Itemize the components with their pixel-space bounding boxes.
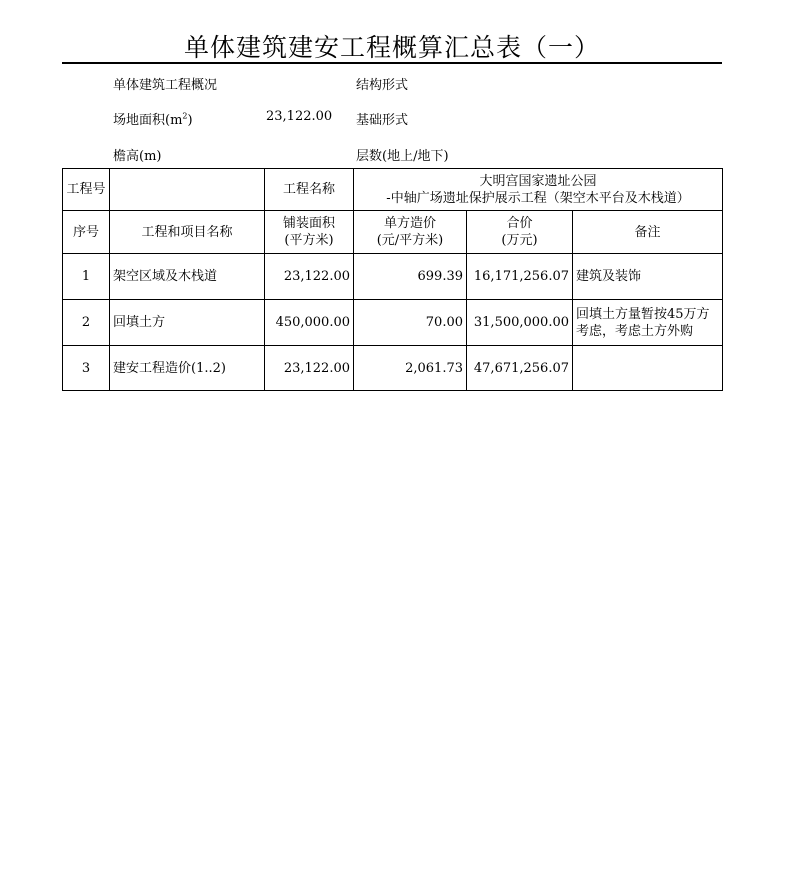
title-underline bbox=[62, 62, 722, 64]
header-seq: 序号 bbox=[63, 211, 110, 254]
table-row bbox=[63, 254, 723, 300]
header-area-line1: 铺装面积 bbox=[282, 216, 335, 231]
header-unit-cost-line1: 单方造价 bbox=[383, 216, 436, 231]
row-unit-cost: 2,061.73 bbox=[354, 346, 467, 391]
row-remark-line1: 回填土方量暂按45万方 bbox=[576, 306, 710, 322]
row-area: 23,122.00 bbox=[265, 346, 354, 391]
project-info-row bbox=[63, 169, 723, 211]
header-total-line1: 合价 bbox=[506, 216, 533, 231]
row-remark bbox=[573, 346, 723, 391]
table-row bbox=[63, 346, 723, 391]
site-area-value: 23,122.00 bbox=[266, 109, 333, 124]
site-area-label-text: 场地面积(m bbox=[113, 113, 183, 128]
header-unit-cost bbox=[354, 211, 467, 254]
row-remark-line2: 考虑，考虑土方外购 bbox=[576, 323, 694, 339]
floors-label: 层数(地上/地下) bbox=[356, 149, 449, 164]
row-remark bbox=[573, 254, 723, 300]
site-area-label bbox=[113, 109, 193, 128]
project-name-line2: -中轴广场遗址保护展示工程（架空木平台及木栈道） bbox=[386, 190, 690, 206]
header-total bbox=[467, 211, 573, 254]
header-item-name: 工程和项目名称 bbox=[110, 211, 265, 254]
foundation-label: 基础形式 bbox=[356, 113, 409, 128]
row-area: 23,122.00 bbox=[265, 254, 354, 300]
structure-label: 结构形式 bbox=[356, 78, 409, 93]
row-name: 回填土方 bbox=[110, 300, 265, 346]
project-name-value bbox=[354, 169, 723, 211]
row-unit-cost: 70.00 bbox=[354, 300, 467, 346]
site-area-label-close: ) bbox=[187, 113, 193, 128]
table-row bbox=[63, 300, 723, 346]
summary-table bbox=[62, 168, 723, 391]
project-no-value bbox=[110, 169, 265, 211]
row-remark bbox=[573, 300, 723, 346]
row-unit-cost: 699.39 bbox=[354, 254, 467, 300]
header-area bbox=[265, 211, 354, 254]
header-remark: 备注 bbox=[573, 211, 723, 254]
project-name-label: 工程名称 bbox=[265, 169, 354, 211]
header-area-line2: (平方米) bbox=[284, 233, 334, 248]
row-seq: 2 bbox=[63, 300, 110, 346]
row-total: 16,171,256.07 bbox=[467, 254, 573, 300]
row-total: 31,500,000.00 bbox=[467, 300, 573, 346]
row-total: 47,671,256.07 bbox=[467, 346, 573, 391]
row-name: 建安工程造价(1..2) bbox=[110, 346, 265, 391]
header-unit-cost-line2: (元/平方米) bbox=[376, 233, 444, 248]
project-name-line1: 大明宫国家遗址公园 bbox=[479, 173, 597, 189]
row-remark-line1: 建筑及装饰 bbox=[576, 269, 642, 284]
header-row bbox=[63, 211, 723, 254]
row-seq: 1 bbox=[63, 254, 110, 300]
row-name: 架空区域及木栈道 bbox=[110, 254, 265, 300]
header-total-line2: (万元) bbox=[501, 233, 538, 248]
eave-height-label: 檐高(m) bbox=[113, 149, 162, 164]
page-title: 单体建筑建安工程概算汇总表（一） bbox=[183, 33, 600, 62]
project-no-label: 工程号 bbox=[63, 169, 110, 211]
overview-label: 单体建筑工程概况 bbox=[113, 78, 218, 93]
row-area: 450,000.00 bbox=[265, 300, 354, 346]
row-seq: 3 bbox=[63, 346, 110, 391]
site-area-unit-exponent: 2 bbox=[182, 111, 188, 121]
